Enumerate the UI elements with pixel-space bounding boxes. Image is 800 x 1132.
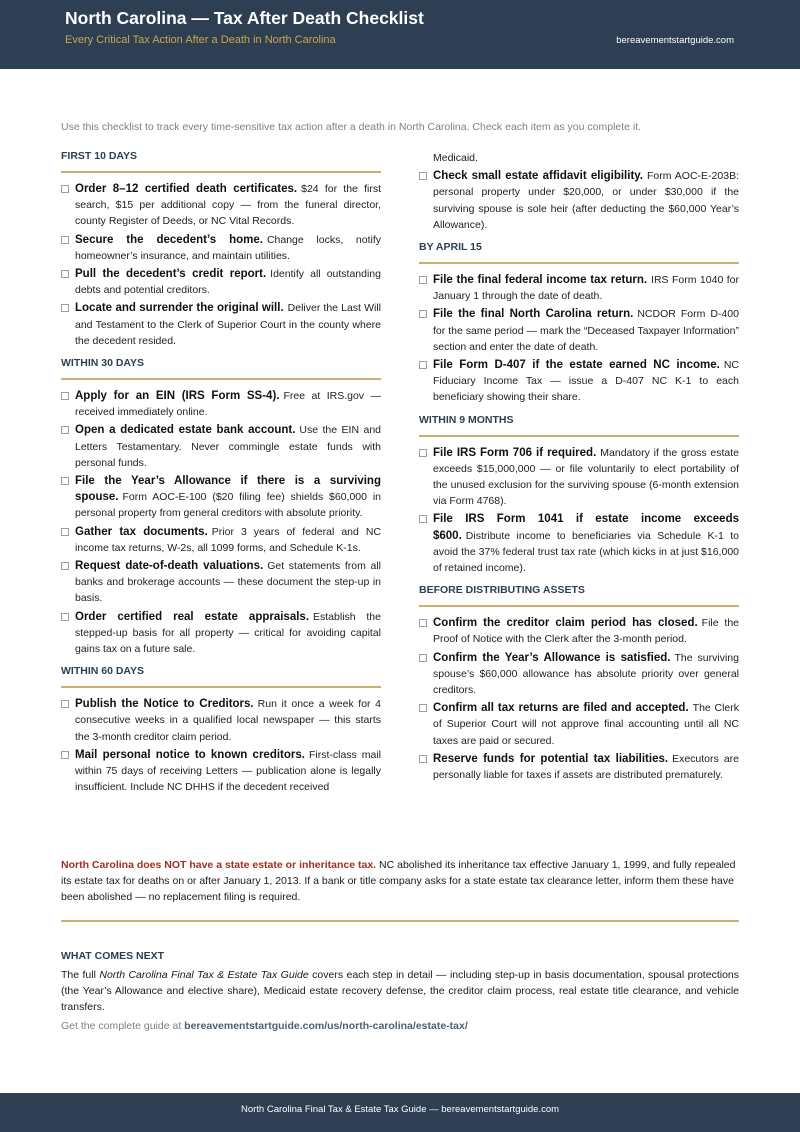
item-title: Apply for an EIN (IRS Form SS-4). (75, 390, 280, 403)
checkbox[interactable] (419, 310, 427, 318)
item-title: Pull the decedent’s credit report. (75, 268, 267, 281)
site-link[interactable]: bereavementstartguide.com (616, 35, 734, 46)
checkbox[interactable] (419, 515, 427, 523)
item-description: Form AOC-E-203B: personal property under $20,000, or under $30,000 if the surviving spouse is sole heir (after deducting the $60,000 Year’s Allowance). (433, 170, 739, 231)
item-description: Run it once a week for 4 consecutive weeks in a qualified local newspaper — this starts the 3-month creditor claim period. (75, 698, 381, 743)
checkbox[interactable] (419, 361, 427, 369)
page-footer: North Carolina Final Tax & Estate Tax Guide — bereavementstartguide.com (0, 1093, 800, 1132)
item-description: The Clerk of Superior Court will not approve final accounting until all NC taxes are paid or secured. (433, 702, 739, 747)
item-title: Confirm the creditor claim period has closed. (433, 617, 698, 630)
item-title: File IRS Form 706 if required. (433, 446, 597, 459)
checkbox[interactable] (419, 654, 427, 662)
item-description: File the Proof of Notice with the Clerk after the 3-month period. (433, 617, 739, 646)
item-title: Request date-of-death valuations. (75, 560, 264, 573)
checkbox[interactable] (61, 236, 69, 244)
item-title: File Form D-407 if the estate earned NC income. (433, 359, 720, 372)
item-title: Gather tax documents. (75, 525, 208, 538)
item-description: Form AOC-E-100 ($20 filing fee) shields $60,000 in personal property from general creditors with absolute priority. (75, 491, 381, 520)
checklist-item (61, 388, 381, 420)
checkbox[interactable] (419, 172, 427, 180)
checkbox[interactable] (419, 449, 427, 457)
item-title: Secure the decedent’s home. (75, 233, 263, 246)
guide-title: North Carolina Final Tax & Estate Tax Guide (99, 969, 309, 981)
item-title: Order certified real estate appraisals. (75, 610, 310, 623)
checklist-within60-extra (419, 168, 739, 233)
item-description: Deliver the Last Will and Testament to the Clerk of Superior Court in the county where the decedent resided. (75, 302, 381, 347)
checkbox[interactable] (61, 426, 69, 434)
checklist-item (61, 266, 381, 298)
checklist-item (419, 357, 739, 406)
item-description: First-class mail within 75 days of receiving Letters — publication alone is legally insufficient. Include NC DHHS if the decedent received (75, 748, 381, 794)
next-pre: The full (61, 969, 100, 981)
item-title: Reserve funds for potential tax liabilities. (433, 752, 669, 765)
item-description: The surviving spouse’s $60,000 allowance has absolute priority over general creditors. (433, 651, 739, 697)
item-description: Prior 3 years of federal and NC income tax returns, W-2s, all 1099 forms, and Schedule K-1s. (75, 525, 381, 554)
item-title: Order 8–12 certified death certificates. (75, 183, 298, 195)
checklist-item (419, 650, 739, 699)
checklist-item (419, 511, 739, 576)
section-heading: WITHIN 9 MONTHS (419, 414, 739, 437)
checklist-item (61, 558, 381, 607)
checkbox[interactable] (61, 477, 69, 485)
notice-text: NC abolished its inheritance tax effective January 1, 1999, and fully repealed its estate tax for deaths on or after January 1, 2013. If a bank or title company asks for a state estate tax clearance letter, inform them these have been abolished — no replacement filing is required. (61, 859, 736, 904)
next-body (61, 967, 739, 1016)
checkbox[interactable] (61, 562, 69, 570)
checklist-item (61, 524, 381, 556)
checkbox[interactable] (61, 270, 69, 278)
checklist-within60 (61, 696, 381, 795)
section-heading: BY APRIL 15 (419, 241, 739, 264)
checklist-item (419, 615, 739, 647)
checklist-within30 (61, 388, 381, 657)
item-title: Open a dedicated estate bank account. (75, 424, 296, 437)
checklist-item (61, 609, 381, 658)
notice-highlight: North Carolina does NOT have a state estate or inheritance tax. (61, 859, 377, 871)
item-description: IRS Form 1040 for January 1 through the date of death. (433, 274, 739, 303)
item-description: Use the EIN and Letters Testamentary. Never commingle estate funds with personal funds. (75, 424, 382, 469)
estate-tax-notice (61, 857, 739, 906)
item-description: Distribute income to beneficiaries via Schedule K-1 to avoid the 37% federal trust tax rate (which kicks in at just $16,000 of retained income). (433, 529, 739, 575)
item-title: Locate and surrender the original will. (75, 302, 284, 315)
checkbox[interactable] (61, 613, 69, 621)
checkbox[interactable] (61, 751, 69, 759)
page-title: North Carolina — Tax After Death Checklist (65, 8, 424, 28)
item-title: Mail personal notice to known creditors. (75, 748, 305, 761)
left-column (61, 150, 381, 798)
checklist-within9 (419, 445, 739, 577)
page-header (0, 0, 800, 69)
section-heading: BEFORE DISTRIBUTING ASSETS (419, 584, 739, 607)
checkbox[interactable] (61, 185, 69, 193)
guide-link-line (61, 1020, 468, 1032)
item-description: Free at IRS.gov — received immediately online. (75, 390, 381, 419)
next-heading: WHAT COMES NEXT (61, 950, 165, 962)
checklist-item (61, 473, 381, 522)
item-title: Confirm the Year’s Allowance is satisfied. (433, 651, 671, 664)
item-title: Check small estate affidavit eligibility. (433, 170, 644, 183)
checklist-before-distributing (419, 615, 739, 783)
checklist-item (61, 422, 381, 471)
item-description: Get statements from all banks and brokerage accounts — these document the step-up in basis. (75, 560, 381, 605)
right-column (419, 150, 739, 785)
item-title: Confirm all tax returns are filed and accepted. (433, 702, 689, 715)
page-subtitle: Every Critical Tax Action After a Death in North Carolina (65, 34, 336, 46)
checklist-item (61, 747, 381, 796)
intro-text: Use this checklist to track every time-sensitive tax action after a death in North Carolina. Check each item as you complete it. (61, 121, 642, 133)
checkbox[interactable] (61, 528, 69, 536)
checkbox[interactable] (419, 276, 427, 284)
checklist-item (419, 306, 739, 355)
item-description: $24 for the first search, $15 per additional copy — from the funeral director, county Register of Deeds, or NC Vital Records. (75, 183, 381, 228)
checklist-first10 (61, 181, 381, 349)
checklist-item (61, 300, 381, 349)
checkbox[interactable] (419, 755, 427, 763)
checklist-item (419, 751, 739, 783)
guide-link[interactable]: bereavementstartguide.com/us/north-carolina/estate-tax/ (184, 1020, 468, 1032)
checklist-april15 (419, 272, 739, 406)
item-title: File the final federal income tax return. (433, 274, 648, 287)
checkbox[interactable] (61, 392, 69, 400)
item-description: Change locks, notify homeowner’s insurance, and maintain utilities. (75, 233, 381, 262)
checkbox[interactable] (61, 700, 69, 708)
checkbox[interactable] (419, 619, 427, 627)
checklist-item (61, 696, 381, 745)
divider (61, 920, 739, 922)
link-prefix: Get the complete guide at (61, 1020, 185, 1032)
item-description: Mandatory if the gross estate exceeds $15,000,000 — or file voluntarily to elect portability of the unused exclusion for the surviving spouse (6-month extension via Form 4768). (433, 446, 740, 508)
item-description: Identify all outstanding debts and potential creditors. (75, 268, 381, 297)
item-title: File the final North Carolina return. (433, 308, 634, 321)
checklist-item (61, 181, 381, 230)
section-heading: FIRST 10 DAYS (61, 150, 381, 173)
item-title: File IRS Form 1041 if estate income exceeds $600. (433, 513, 739, 542)
section-heading: WITHIN 30 DAYS (61, 357, 381, 380)
item-continuation: Medicaid. (433, 152, 478, 164)
checkbox[interactable] (419, 704, 427, 712)
item-description: Establish the stepped-up basis for all property — critical for avoiding capital gains tax on a future sale. (75, 610, 381, 656)
item-description: NCDOR Form D-400 for the same period — mark the “Deceased Taxpayer Information” section and enter the date of death. (433, 308, 739, 353)
checklist-item (61, 232, 381, 264)
section-heading: WITHIN 60 DAYS (61, 665, 381, 688)
next-post: covers each step in detail — including step-up in basis documentation, spousal protections (the Year’s Allowance and elective share), Medicaid estate recovery defense, the creditor claim process, real estate title clearance, and vehicle transfers. (61, 969, 739, 1014)
item-title: Publish the Notice to Creditors. (75, 698, 254, 711)
checklist-item (419, 445, 739, 510)
checklist-item (419, 272, 739, 304)
item-description: Executors are personally liable for taxes if assets are distributed prematurely. (433, 752, 739, 782)
checklist-item (419, 700, 739, 749)
checklist-item (419, 168, 739, 233)
item-description: NC Fiduciary Income Tax — issue a D-407 NC K-1 to each beneficiary showing their share. (433, 359, 739, 404)
item-title: File the Year’s Allowance if there is a surviving spouse. (75, 475, 381, 504)
checkbox[interactable] (61, 304, 69, 312)
